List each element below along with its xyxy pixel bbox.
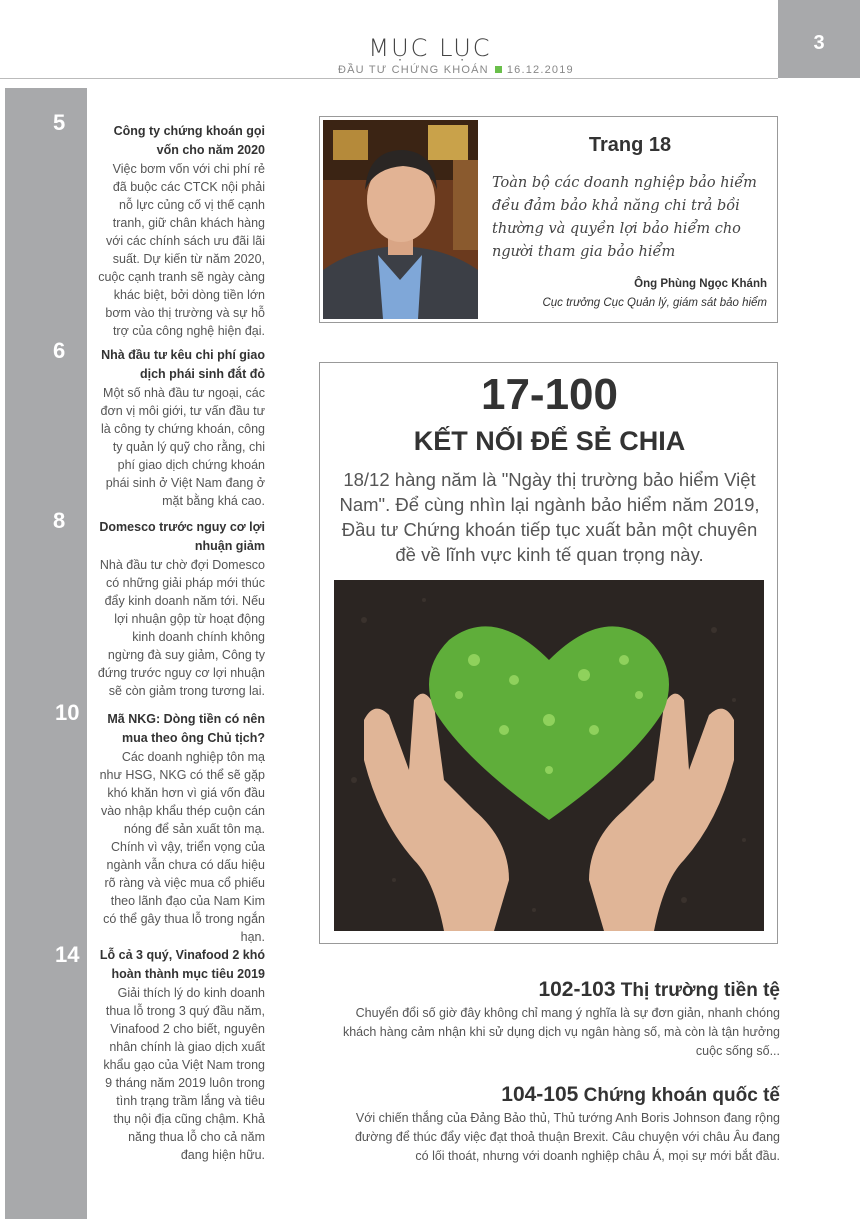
article-summary: Chuyển đổi số giờ đây không chỉ mang ý nghĩa là sự đơn giản, nhanh chóng khách hàng cảm nhận khi sử dụng dịch vụ ngân hàng số, mà còn là tận hưởng cuộc sống số... — [342, 1006, 780, 1058]
header-subtitle — [338, 64, 574, 76]
magazine-name: ĐẦU TƯ CHỨNG KHOÁN — [338, 64, 489, 76]
quote-box[interactable] — [319, 116, 778, 323]
article-entry[interactable] — [342, 978, 780, 1061]
toc-page-number: 14 — [55, 942, 80, 967]
author-portrait — [323, 120, 478, 319]
header-divider — [0, 78, 778, 79]
toc-summary: Giải thích lý do kinh doanh thua lỗ trong 3 quý đầu năm, Vinafood 2 cho biết, nguyên nhân chính là giao dịch xuất khẩu gạo của Việt Nam trong 9 tháng năm 2019 luôn trong tình trạng trầm lắng và tiêu thụ nội địa cũng chậm. Khả năng thua lỗ cho cả năm đang hiện hữu. — [103, 986, 265, 1162]
page-number: 3 — [778, 0, 860, 78]
square-bullet-icon — [495, 66, 502, 73]
quote-author: Ông Phùng Ngọc Khánh — [634, 278, 767, 290]
left-sidebar-band — [5, 88, 87, 1219]
article-title: Thị trường tiền tệ — [620, 980, 780, 1001]
portrait-image — [323, 120, 478, 319]
toc-page-number: 10 — [55, 700, 80, 725]
article-pages: 104-105 — [501, 1083, 579, 1106]
article-pages: 102-103 — [538, 978, 616, 1001]
feature-title: KẾT NỐI ĐỂ SẺ CHIA — [413, 426, 686, 456]
toc-page-number: 6 — [53, 338, 66, 363]
toc-title: Nhà đầu tư kêu chi phí giao dịch phái sinh đắt đỏ — [101, 348, 265, 381]
toc-summary: Một số nhà đầu tư ngoại, các đơn vị môi giới, tư vấn đầu tư là công ty chứng khoán, công ty quản lý quỹ cho rằng, chi phí giao dịch chứng khoán phái sinh ở Việt Nam đang ở mặt bằng khá cao. — [100, 386, 265, 508]
toc-title: Domesco trước nguy cơ lợi nhuận giảm — [99, 520, 265, 553]
article-entry[interactable] — [342, 1083, 780, 1166]
toc-page-number: 8 — [53, 508, 66, 533]
page-title: MỤC LỤC — [368, 34, 492, 62]
toc-title: Công ty chứng khoán gọi vốn cho năm 2020 — [113, 124, 265, 157]
article-heading — [342, 978, 780, 1002]
article-title: Chứng khoán quốc tế — [583, 1085, 780, 1106]
quote-author-role: Cục trưởng Cục Quản lý, giám sát bảo hiểm — [542, 297, 767, 309]
article-heading — [342, 1083, 780, 1107]
feature-box[interactable] — [319, 362, 778, 944]
toc-summary: Việc bơm vốn với chi phí rẻ đã buộc các CTCK nội phải nỗ lực củng cố vị thế cạnh tranh, giữ chân khách hàng với các chính sách ưu đãi lãi suất. Dự kiến từ năm 2020, cuộc cạnh tranh sẽ ngày càng khác biệt, bởi dòng tiền lớn bơm vào thị trường và sự hỗ trợ của công nghệ hiện đại. — [98, 162, 265, 338]
toc-title: Mã NKG: Dòng tiền có nên mua theo ông Chủ tịch? — [107, 712, 265, 745]
toc-summary: Nhà đầu tư chờ đợi Domesco có những giải pháp mới thúc đẩy kinh doanh năm tới. Nếu lợi nhuận gộp từ hoạt động kinh doanh chính không ngừng đà suy giảm, Công ty đứng trước nguy cơ lợi nhuận sẽ còn giảm trong tương lai. — [97, 558, 265, 698]
hands-heart-illustration — [334, 580, 764, 931]
toc-page-number: 5 — [53, 110, 66, 135]
toc-title: Lỗ cả 3 quý, Vinafood 2 khó hoàn thành mục tiêu 2019 — [99, 948, 265, 981]
quote-page-label: Trang 18 — [588, 134, 672, 156]
article-summary: Với chiến thắng của Đảng Bảo thủ, Thủ tướng Anh Boris Johnson đang rộng đường để thúc đẩy việc đạt thoả thuận Brexit. Câu chuyện với châu Âu đang có lối thoát, nhưng với doanh nghiệp châu Á, mọi sự mới bắt đầu. — [354, 1111, 780, 1163]
toc-summary: Các doanh nghiệp tôn mạ như HSG, NKG có thể sẽ gặp khó khăn hơn vì giá vốn đầu vào nhập khẩu thép cuộn cán nóng để sản xuất tôn mạ. Chính vì vậy, triển vọng của ngành vẫn chưa có dấu hiệu rõ ràng và việc mua cổ phiếu theo lãnh đạo của Nam Kim có thể gây thua lỗ trong ngắn hạn. — [99, 750, 265, 944]
quote-text: Toàn bộ các doanh nghiệp bảo hiểm đều đảm bảo khả năng chi trả bồi thường và quyền lợi bảo hiểm cho người tham gia bảo hiểm — [492, 175, 757, 260]
hands-heart-image — [334, 580, 764, 931]
issue-date: 16.12.2019 — [506, 64, 574, 76]
feature-text: 18/12 hàng năm là "Ngày thị trường bảo hiểm Việt Nam". Để cùng nhìn lại ngành bảo hiểm năm 2019, Đầu tư Chứng khoán tiếp tục xuất bản một chuyên đề về lĩnh vực kinh tế quan trọng này. — [339, 469, 760, 565]
feature-page-range: 17-100 — [480, 370, 618, 419]
